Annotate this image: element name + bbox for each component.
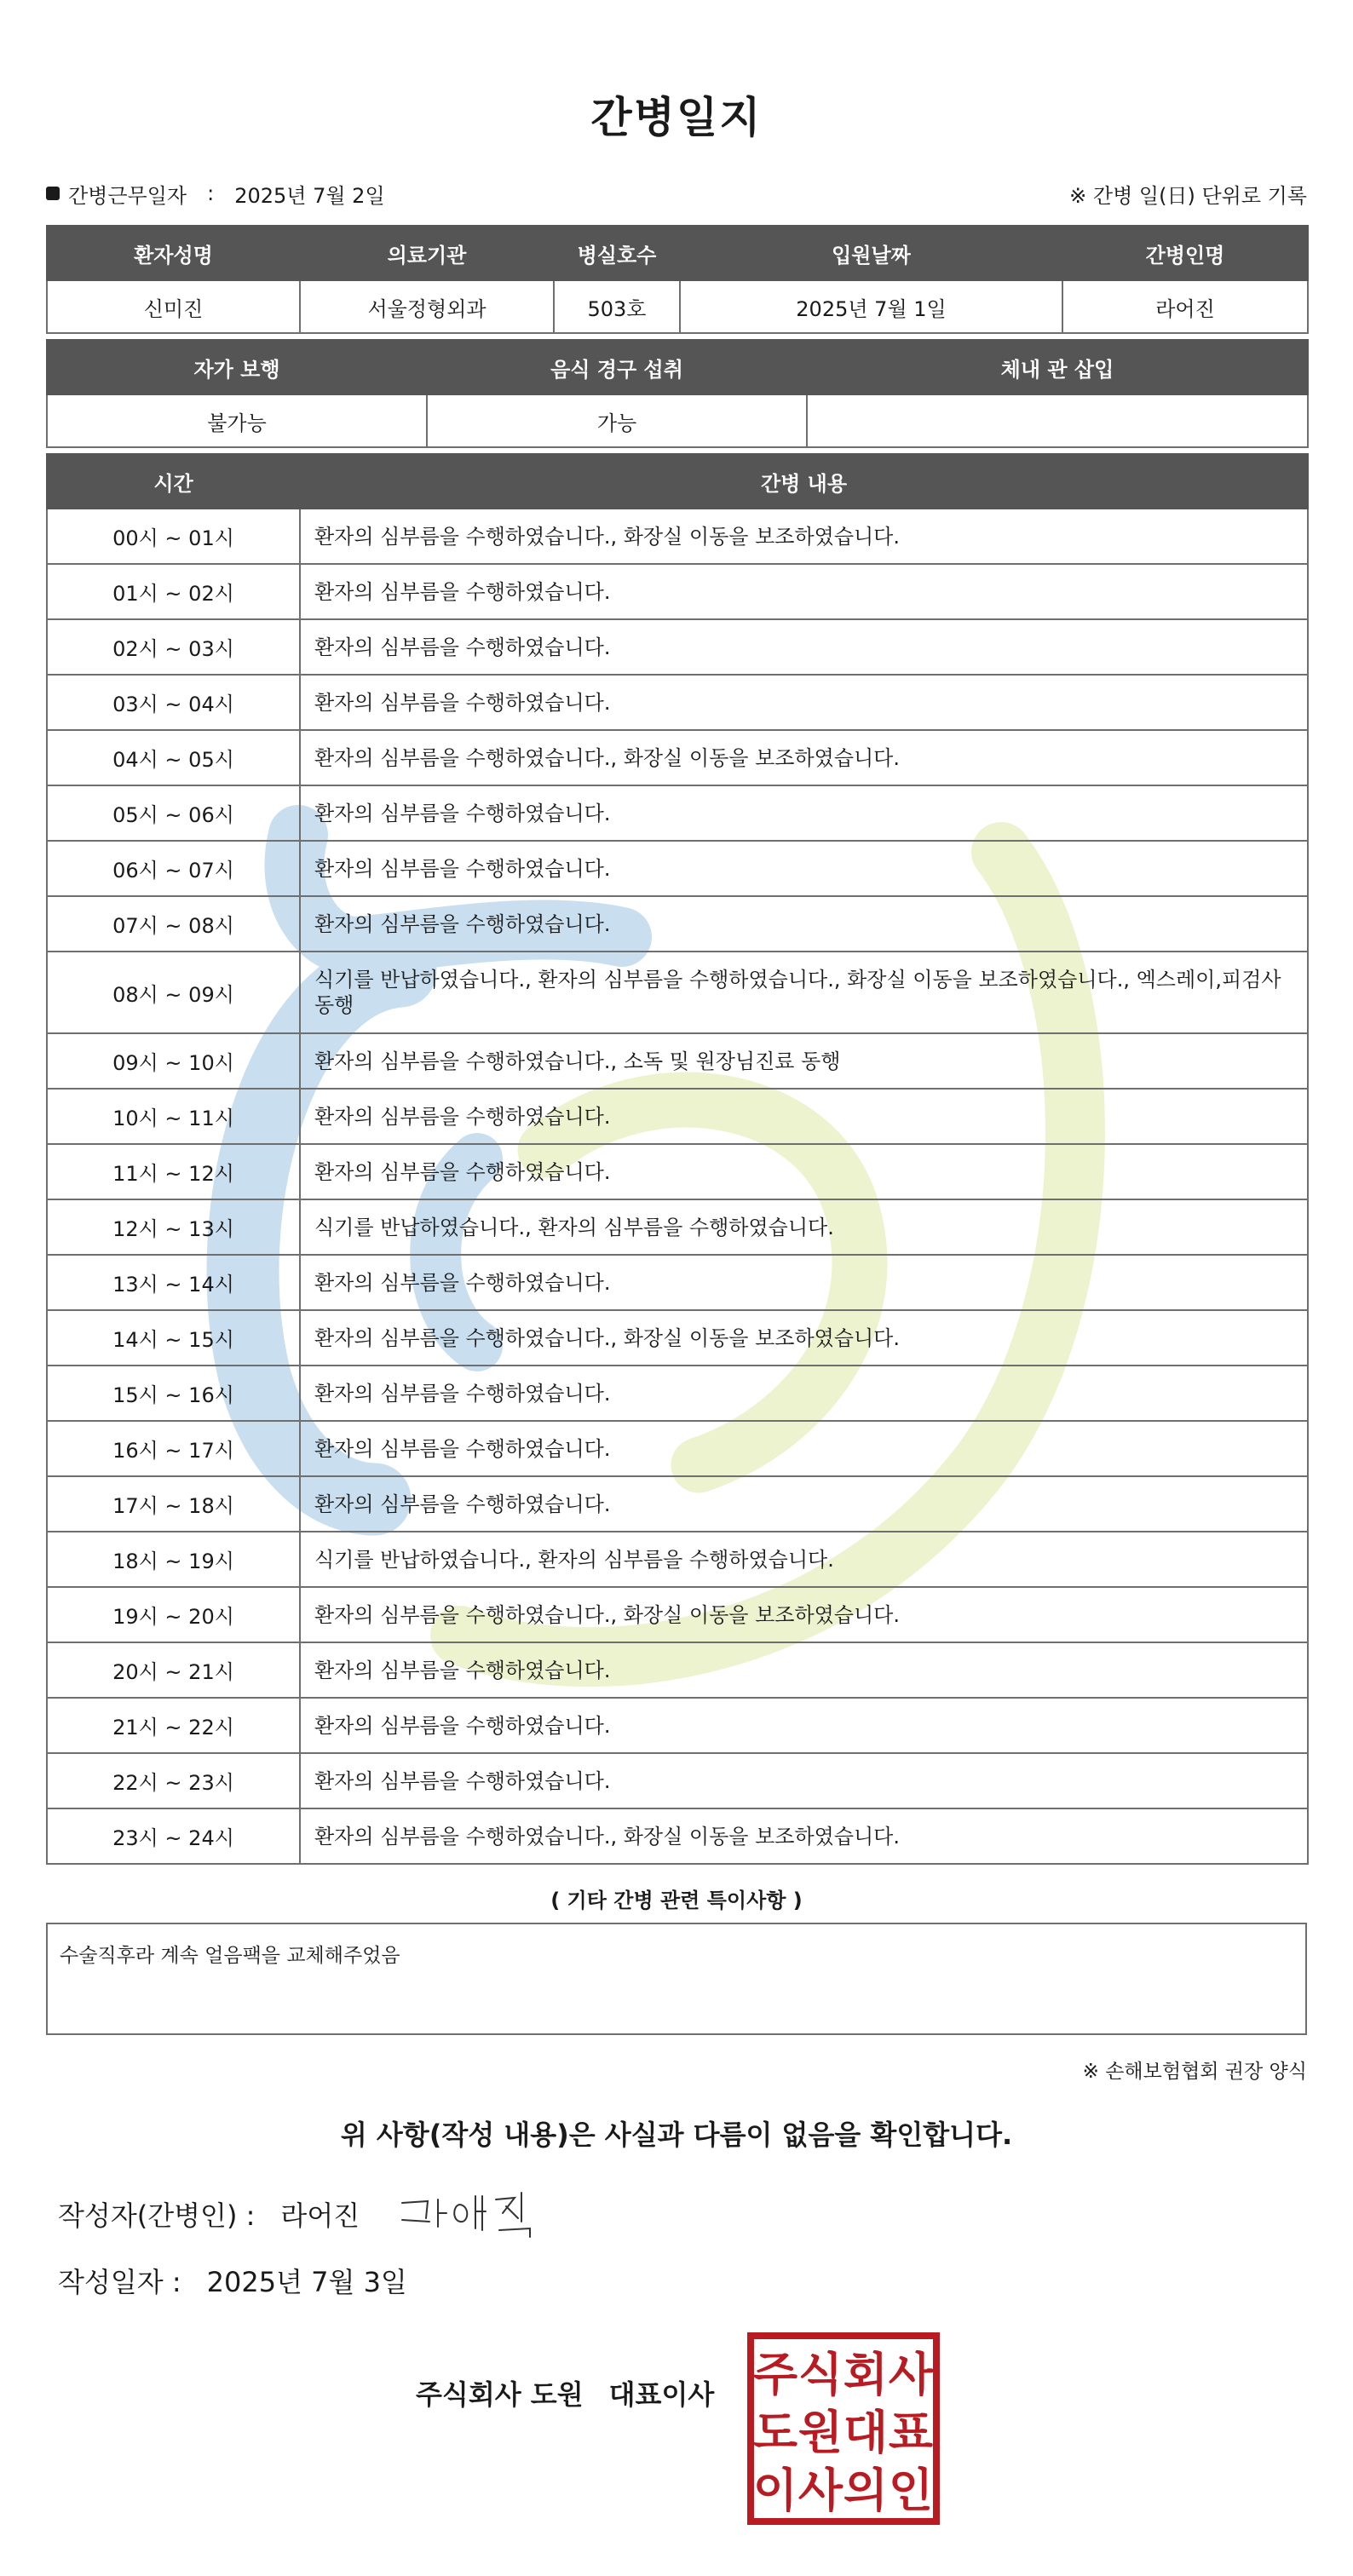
patient-status-table	[46, 339, 1309, 448]
log-content: 환자의 심부름을 수행하였습니다.	[300, 1642, 1308, 1698]
handwritten-signature	[394, 2184, 538, 2244]
admission-date: 2025년 7월 1일	[680, 280, 1062, 333]
header-care-content: 간병 내용	[300, 454, 1308, 509]
log-content: 환자의 심부름을 수행하였습니다.	[300, 1255, 1308, 1310]
meta-row	[46, 172, 1307, 215]
care-log-table	[46, 453, 1309, 1865]
tube-insertion-value	[807, 394, 1308, 447]
work-date-block	[46, 179, 385, 209]
seal-glyph: 의	[843, 2464, 889, 2517]
log-content: 식기를 반납하였습니다., 환자의 심부름을 수행하였습니다., 화장실 이동을 보조하였습니다., 엑스레이,피검사 동행	[300, 952, 1308, 1033]
log-row	[47, 619, 1308, 675]
log-row	[47, 1421, 1308, 1476]
hospital-name: 서울정형외과	[300, 280, 554, 333]
log-time: 09시 ~ 10시	[47, 1033, 300, 1089]
log-row	[47, 1587, 1308, 1642]
written-date-line	[58, 2258, 1307, 2303]
log-row	[47, 1089, 1308, 1144]
written-date-value: 2025년 7월 3일	[206, 2266, 407, 2298]
log-row	[47, 1532, 1308, 1587]
log-row	[47, 1144, 1308, 1199]
log-content: 환자의 심부름을 수행하였습니다.	[300, 675, 1308, 730]
log-time: 22시 ~ 23시	[47, 1753, 300, 1808]
seal-glyph: 사	[797, 2464, 843, 2517]
header-admission-date: 입원날짜	[680, 226, 1062, 280]
log-time: 03시 ~ 04시	[47, 675, 300, 730]
log-row	[47, 1698, 1308, 1753]
log-row	[47, 730, 1308, 785]
log-row	[47, 1642, 1308, 1698]
log-content: 환자의 심부름을 수행하였습니다.	[300, 619, 1308, 675]
log-row	[47, 509, 1308, 564]
remarks-title: ( 기타 간병 관련 특이사항 )	[550, 1889, 803, 1912]
log-time: 13시 ~ 14시	[47, 1255, 300, 1310]
seal-glyph: 사	[888, 2348, 934, 2401]
log-time: 18시 ~ 19시	[47, 1532, 300, 1587]
work-date-value: 2025년 7월 2일	[234, 183, 385, 208]
header-caregiver-name: 간병인명	[1062, 226, 1308, 280]
log-row	[47, 1476, 1308, 1532]
log-body	[47, 509, 1308, 1864]
log-content: 환자의 심부름을 수행하였습니다.	[300, 841, 1308, 896]
written-date-label: 작성일자 :	[58, 2266, 181, 2298]
patient-info-table	[46, 225, 1309, 334]
square-bullet-icon	[46, 187, 60, 200]
header-oral-intake: 음식 경구 섭취	[427, 340, 807, 394]
log-content: 환자의 심부름을 수행하였습니다., 소독 및 원장님진료 동행	[300, 1033, 1308, 1089]
seal-glyph: 식	[797, 2348, 843, 2401]
log-time: 21시 ~ 22시	[47, 1698, 300, 1753]
seal-glyph: 대	[843, 2406, 889, 2459]
log-row	[47, 1255, 1308, 1310]
header-patient-name: 환자성명	[47, 226, 300, 280]
page-title: 간병일지	[590, 93, 763, 142]
log-time: 05시 ~ 06시	[47, 785, 300, 841]
log-row	[47, 1808, 1308, 1864]
log-time: 15시 ~ 16시	[47, 1366, 300, 1421]
log-row	[47, 1366, 1308, 1421]
oral-intake-value: 가능	[427, 394, 807, 447]
log-content: 환자의 심부름을 수행하였습니다., 화장실 이동을 보조하였습니다.	[300, 509, 1308, 564]
log-time: 19시 ~ 20시	[47, 1587, 300, 1642]
self-walking-value: 불가능	[47, 394, 427, 447]
log-row	[47, 1199, 1308, 1255]
log-row	[47, 841, 1308, 896]
patient-value-row	[47, 280, 1308, 333]
seal-glyph: 원	[797, 2406, 843, 2459]
log-row	[47, 1753, 1308, 1808]
patient-name: 신미진	[47, 280, 300, 333]
log-content: 식기를 반납하였습니다., 환자의 심부름을 수행하였습니다.	[300, 1199, 1308, 1255]
log-time: 23시 ~ 24시	[47, 1808, 300, 1864]
log-row	[47, 675, 1308, 730]
remarks-text: 수술직후라 계속 얼음팩을 교체해주었음	[60, 1945, 400, 1967]
company-name: 주식회사 도원	[416, 2378, 584, 2411]
log-time: 06시 ~ 07시	[47, 841, 300, 896]
log-content: 환자의 심부름을 수행하였습니다.	[300, 1421, 1308, 1476]
work-date-label: 간병근무일자	[68, 183, 187, 208]
log-time: 14시 ~ 15시	[47, 1310, 300, 1366]
log-time: 02시 ~ 03시	[47, 619, 300, 675]
log-row	[47, 564, 1308, 619]
log-content: 환자의 심부름을 수행하였습니다., 화장실 이동을 보조하였습니다.	[300, 730, 1308, 785]
seal-glyph: 인	[888, 2464, 934, 2517]
header-time: 시간	[47, 454, 300, 509]
work-date-separator: :	[207, 181, 215, 205]
log-content: 환자의 심부름을 수행하였습니다.	[300, 1698, 1308, 1753]
log-content: 환자의 심부름을 수행하였습니다.	[300, 1366, 1308, 1421]
log-row	[47, 1033, 1308, 1089]
log-header-row	[47, 454, 1308, 509]
seal-glyph: 주	[752, 2348, 798, 2401]
writer-label: 작성자(간병인) :	[58, 2199, 256, 2232]
writer-name: 라어진	[280, 2199, 360, 2232]
record-unit-note: ※ 간병 일(日) 단위로 기록	[1069, 183, 1307, 208]
log-row	[47, 952, 1308, 1033]
header-self-walking: 자가 보행	[47, 340, 427, 394]
log-time: 11시 ~ 12시	[47, 1144, 300, 1199]
remarks-box	[46, 1923, 1307, 2035]
caregiver-name: 라어진	[1062, 280, 1308, 333]
seal-glyph: 표	[888, 2406, 934, 2459]
header-tube-insertion: 체내 관 삽입	[807, 340, 1308, 394]
log-time: 10시 ~ 11시	[47, 1089, 300, 1144]
log-time: 16시 ~ 17시	[47, 1421, 300, 1476]
log-content: 환자의 심부름을 수행하였습니다., 화장실 이동을 보조하였습니다.	[300, 1808, 1308, 1864]
log-time: 00시 ~ 01시	[47, 509, 300, 564]
log-content: 환자의 심부름을 수행하였습니다., 화장실 이동을 보조하였습니다.	[300, 1310, 1308, 1366]
confirmation-statement: 위 사항(작성 내용)은 사실과 다름이 없음을 확인합니다.	[340, 2119, 1013, 2151]
log-time: 17시 ~ 18시	[47, 1476, 300, 1532]
seal-glyph: 도	[752, 2406, 798, 2459]
log-content: 환자의 심부름을 수행하였습니다.	[300, 564, 1308, 619]
company-seal-stamp	[747, 2332, 940, 2525]
log-time: 01시 ~ 02시	[47, 564, 300, 619]
log-row	[47, 896, 1308, 952]
company-representative-title: 대표이사	[608, 2378, 715, 2411]
company-signature-block	[416, 2373, 714, 2412]
form-source-note: ※ 손해보험협회 권장 양식	[1082, 2061, 1307, 2083]
seal-glyph: 회	[843, 2348, 889, 2401]
patient-header-row	[47, 226, 1308, 280]
log-time: 08시 ~ 09시	[47, 952, 300, 1033]
seal-glyph: 이	[752, 2464, 798, 2517]
status-value-row	[47, 394, 1308, 447]
log-content: 환자의 심부름을 수행하였습니다., 화장실 이동을 보조하였습니다.	[300, 1587, 1308, 1642]
log-content: 환자의 심부름을 수행하였습니다.	[300, 896, 1308, 952]
log-content: 환자의 심부름을 수행하였습니다.	[300, 1753, 1308, 1808]
status-header-row	[47, 340, 1308, 394]
log-row	[47, 1310, 1308, 1366]
log-row	[47, 785, 1308, 841]
room-number: 503호	[554, 280, 680, 333]
log-content: 환자의 심부름을 수행하였습니다.	[300, 785, 1308, 841]
header-room: 병실호수	[554, 226, 680, 280]
log-content: 환자의 심부름을 수행하였습니다.	[300, 1089, 1308, 1144]
writer-line	[58, 2188, 1307, 2240]
log-time: 20시 ~ 21시	[47, 1642, 300, 1698]
log-content: 환자의 심부름을 수행하였습니다.	[300, 1144, 1308, 1199]
log-time: 12시 ~ 13시	[47, 1199, 300, 1255]
log-time: 04시 ~ 05시	[47, 730, 300, 785]
log-content: 환자의 심부름을 수행하였습니다.	[300, 1476, 1308, 1532]
header-hospital: 의료기관	[300, 226, 554, 280]
log-content: 식기를 반납하였습니다., 환자의 심부름을 수행하였습니다.	[300, 1532, 1308, 1587]
log-time: 07시 ~ 08시	[47, 896, 300, 952]
